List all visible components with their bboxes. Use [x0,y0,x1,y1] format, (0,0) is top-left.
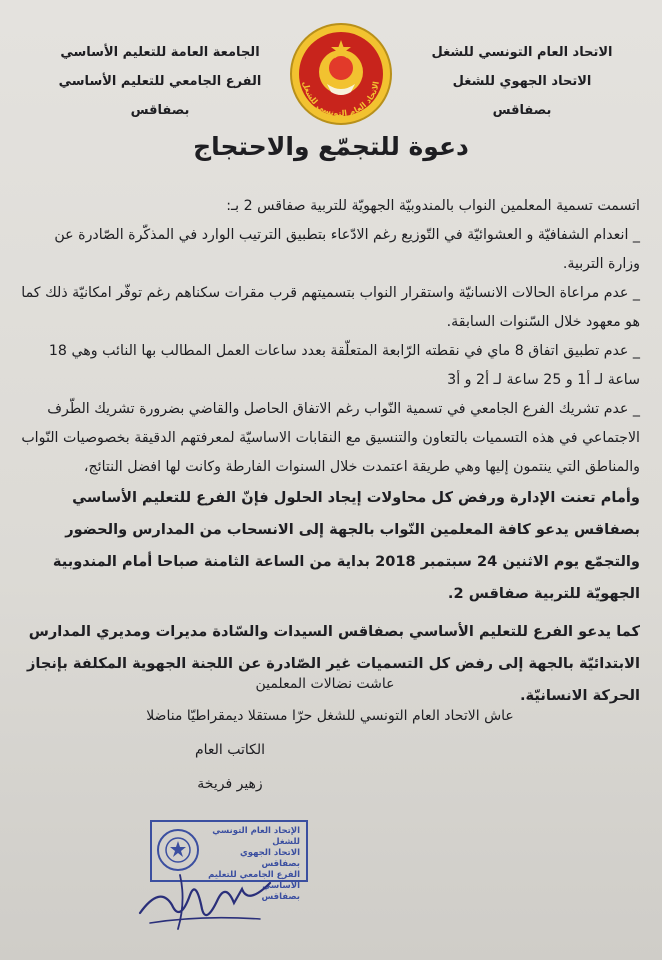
stamp-line-2: الاتحاد الجهوي بصفاقس [239,848,300,869]
ugtt-logo-icon [289,22,393,126]
grievance-3: _ عدم تطبيق اتفاق 8 ماي في نقطته الرّابعة المتعلّقة بعدد ساعات العمل المطالب بها النائب وهي 18 ساعة لـ أ1 و 25 ساعة لـ أ2 و أ3 [48,343,640,388]
signature-icon [130,865,280,935]
call-to-action-1: وأمام تعنت الإدارة ورفض كل محاولات إيجاد الحلول فإنّ الفرع للتعليم الأساسي بصفاقس يدعو كافة المعلمين النّواب بالجهة إلى الانسحاب من المدارس والحضور والتجمّع يوم الاثنين 24 سبتمبر 2018 بداية من الساعة الثامنة صباحا أمام المندوبية الجهويّة للتربية صفاقس 2. [52,489,640,602]
signatory-role: الكاتب العام [194,742,266,758]
stamp-line-3: الفرع الجامعي للتعليم الأساسي [208,870,300,891]
slogan-1: عاشت نضالات المعلمين [255,676,395,692]
header-right-line-3: بصفاقس [492,103,552,118]
signatory-name: زهير فريخة [197,776,263,792]
intro-paragraph: اتسمت تسمية المعلمين النواب بالمندوبيّة الجهويّة للتربية صفاقس 2 بـ: [226,198,640,214]
call-to-action-2: كما يدعو الفرع للتعليم الأساسي بصفاقس السيدات والسّادة مديرات ومديري المدارس الابتدائيّة بالجهة إلى رفض كل التسميات غير الصّادرة عن اللجنة الجهوية المكلفة بإنجاز الحركة الانسانيّة. [27,623,640,704]
document-body [20,192,640,712]
header-right-line-1: الاتحاد العام التونسي للشغل [431,45,613,60]
stamp-line-4: بصفاقس [261,892,300,902]
header-left-line-2: الفرع الجامعي للتعليم الأساسي [58,74,262,89]
header-right [422,38,622,125]
grievance-1: _ انعدام الشفافيّة و العشوائيّة في التّوزيع رغم الادّعاء بتطبيق الترتيب الوارد في المذكّرة الصّادرة عن وزارة التربية. [54,227,640,272]
slogan-2: عاش الاتحاد العام التونسي للشغل حرّا مستقلا ديمقراطيّا مناضلا [146,708,514,724]
grievance-2: _ عدم مراعاة الحالات الانسانيّة واستقرار النواب بتسميتهم قرب مقرات سكناهم رغم توفّر امكانيّة ذلك كما هو معهود خلال السّنوات السابقة. [21,285,640,330]
document-title: دعوة للتجمّع والاحتجاج [193,132,469,161]
header-left-line-3: بصفاقس [130,103,190,118]
header-right-line-2: الاتحاد الجهوي للشغل [452,74,592,89]
stamp-line-1: الإتحاد العام التونسي للشغل [212,826,300,847]
header-left [40,38,280,125]
logo-text: الاتحاد العام التونسي للشغل [301,80,381,119]
header-left-line-1: الجامعة العامة للتعليم الأساسي [60,45,260,60]
grievance-4: _ عدم تشريك الفرع الجامعي في تسمية النّواب رغم الاتفاق الحاصل والقاضي بضرورة تشريك الطّرف الاجتماعي في هذه التسميات بالتعاون والتنسيق مع النقابات الاساسيّة لمعرفتهم الدقيقة بخصوصيات النّواب والمناطق التي ينتمون إليها وهي طريقة اعتمدت خلال السنوات الفارطة وكانت لها افضل النتائج، [21,401,640,475]
